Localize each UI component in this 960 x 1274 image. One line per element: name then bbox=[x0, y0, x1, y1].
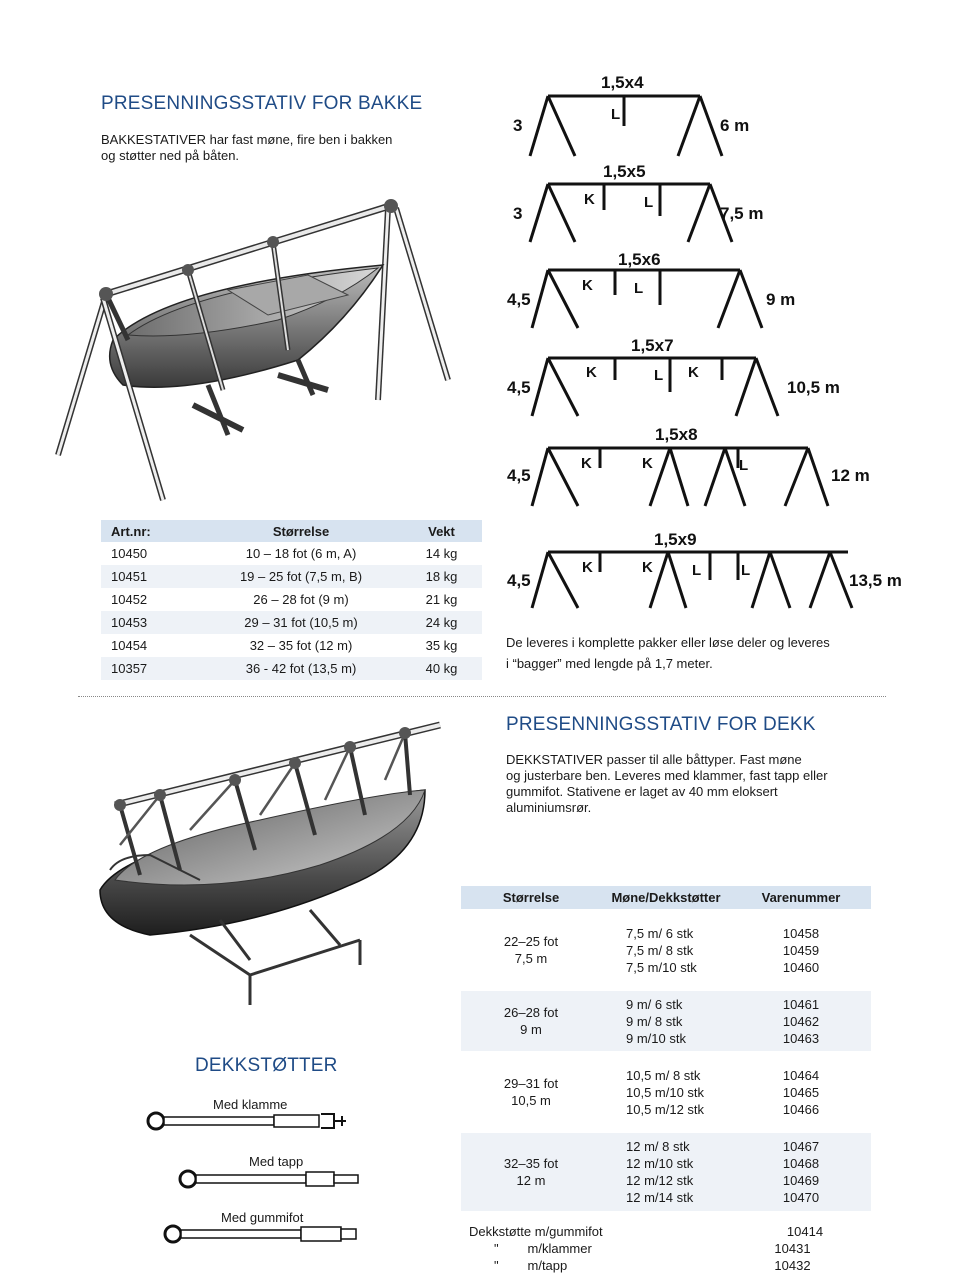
diagram-length-label: 7,5 m bbox=[720, 204, 764, 223]
size-m: 9 m bbox=[520, 1022, 542, 1037]
diagram-top-label: 1,5x9 bbox=[654, 530, 697, 549]
dekkstotter-title: DEKKSTØTTER bbox=[195, 1055, 338, 1076]
dekk-title: PRESENNINGSSTATIV FOR DEKK bbox=[506, 714, 816, 735]
table-header bbox=[461, 886, 871, 909]
cell-art-nr: 10453 bbox=[111, 615, 148, 630]
diagram-1-5x5 bbox=[530, 184, 732, 242]
num: 10460 bbox=[782, 959, 820, 975]
diagram-length-label: 6 m bbox=[720, 116, 750, 135]
mark-k: K bbox=[642, 559, 653, 576]
cell-size: 26 – 28 fot (9 m) bbox=[253, 592, 349, 607]
diagram-top-label: 1,5x7 bbox=[631, 336, 674, 355]
cell-weight: 21 kg bbox=[425, 592, 458, 607]
diagram-height-label: 3 bbox=[513, 204, 523, 223]
diagram-height-label: 3 bbox=[513, 116, 523, 135]
pin-support-icon bbox=[178, 1166, 363, 1194]
mark-k: K bbox=[642, 455, 653, 472]
diagram-height-label: 4,5 bbox=[507, 290, 531, 309]
item: 7,5 m/ 8 stk bbox=[626, 942, 694, 958]
table-row bbox=[101, 588, 482, 611]
table-row bbox=[461, 1062, 871, 1122]
deck-stand-table bbox=[461, 886, 871, 1274]
extra-row bbox=[461, 1223, 871, 1240]
num: 10468 bbox=[782, 1156, 820, 1171]
mark-l: L bbox=[654, 367, 664, 384]
diagram-length-label: 10,5 m bbox=[787, 378, 840, 397]
cell-weight: 24 kg bbox=[425, 615, 458, 630]
size-fot: 29–31 fot bbox=[503, 1076, 559, 1091]
cell-items bbox=[601, 1138, 731, 1206]
size-fot: 32–35 fot bbox=[503, 1156, 559, 1171]
mark-l: L bbox=[692, 562, 702, 579]
num: 10464 bbox=[782, 1067, 820, 1083]
support-label: Med gummifot bbox=[221, 1210, 304, 1225]
extra-label: " m/tapp bbox=[494, 1258, 568, 1273]
cell-size bbox=[461, 1004, 601, 1038]
mark-k: K bbox=[586, 364, 597, 381]
extra-label: " m/klammer bbox=[494, 1241, 592, 1256]
mark-k: K bbox=[582, 277, 593, 294]
size-m: 12 m bbox=[516, 1173, 546, 1188]
frame-diagrams bbox=[500, 70, 920, 615]
diagram-1-5x4 bbox=[530, 96, 722, 156]
cell-weight: 14 kg bbox=[425, 546, 458, 561]
clamp-support-icon bbox=[146, 1108, 356, 1136]
header-storrelse: Størrelse bbox=[502, 890, 560, 905]
support-label: Med klamme bbox=[213, 1097, 288, 1112]
cell-size: 10 – 18 fot (6 m, A) bbox=[245, 546, 357, 561]
diagram-height-label: 4,5 bbox=[507, 571, 531, 590]
num: 10458 bbox=[782, 925, 820, 941]
num: 10463 bbox=[782, 1030, 820, 1046]
num: 10466 bbox=[782, 1101, 820, 1117]
cell-weight: 35 kg bbox=[425, 638, 458, 653]
item: 10,5 m/ 8 stk bbox=[626, 1067, 701, 1083]
dekk-desc-line: og justerbare ben. Leveres med klammer, fast tapp eller bbox=[506, 768, 828, 783]
table-row bbox=[101, 565, 482, 588]
mark-l: L bbox=[741, 562, 751, 579]
size-fot: 22–25 fot bbox=[503, 934, 559, 949]
cell-nums bbox=[731, 925, 871, 976]
delivery-note bbox=[506, 632, 830, 674]
rubber-foot-support-icon bbox=[163, 1221, 363, 1249]
header-varenummer: Varenummer bbox=[761, 890, 841, 905]
cell-art-nr: 10450 bbox=[111, 546, 148, 561]
diagram-length-label: 12 m bbox=[831, 466, 870, 485]
dekk-desc-line: DEKKSTATIVER passer til alle båttyper. Fast møne bbox=[506, 752, 802, 767]
table-row bbox=[101, 657, 482, 680]
delivery-note-line: i “bagger” med lengde på 1,7 meter. bbox=[506, 656, 713, 671]
extra-num: 10431 bbox=[774, 1241, 811, 1256]
cell-size: 36 - 42 fot (13,5 m) bbox=[245, 661, 357, 676]
mark-l: L bbox=[611, 106, 621, 123]
cell-art-nr: 10357 bbox=[111, 661, 148, 676]
mark-k: K bbox=[688, 364, 699, 381]
size-m: 7,5 m bbox=[514, 951, 548, 966]
num: 10467 bbox=[782, 1139, 820, 1154]
cell-nums bbox=[731, 996, 871, 1047]
cell-weight: 18 kg bbox=[425, 569, 458, 584]
mark-k: K bbox=[584, 191, 595, 208]
table-row bbox=[101, 634, 482, 657]
table-header bbox=[101, 520, 482, 542]
delivery-note-line: De leveres i komplette pakker eller løse deler og leveres bbox=[506, 635, 830, 650]
table-row bbox=[461, 991, 871, 1051]
diagram-top-label: 1,5x4 bbox=[601, 73, 644, 92]
item: 12 m/12 stk bbox=[626, 1173, 694, 1188]
mark-l: L bbox=[634, 280, 644, 297]
cell-size: 19 – 25 fot (7,5 m, B) bbox=[239, 569, 363, 584]
item: 7,5 m/10 stk bbox=[626, 959, 697, 975]
cell-items bbox=[601, 1067, 731, 1118]
cell-items bbox=[601, 925, 731, 976]
num: 10470 bbox=[782, 1190, 820, 1205]
cell-size bbox=[461, 1155, 601, 1189]
diagram-top-label: 1,5x6 bbox=[618, 250, 661, 269]
item: 12 m/14 stk bbox=[626, 1190, 694, 1205]
diagram-1-5x6 bbox=[532, 270, 762, 328]
mark-l: L bbox=[644, 194, 654, 211]
cell-size: 29 – 31 fot (10,5 m) bbox=[244, 615, 358, 630]
cell-size: 32 – 35 fot (12 m) bbox=[249, 638, 353, 653]
extra-row bbox=[461, 1240, 871, 1257]
dekk-desc-line: gummifot. Stativene er laget av 40 mm eloksert bbox=[506, 784, 778, 799]
support-label: Med tapp bbox=[249, 1154, 304, 1169]
item: 9 m/10 stk bbox=[626, 1030, 686, 1046]
table-row bbox=[101, 611, 482, 634]
diagram-length-label: 9 m bbox=[766, 290, 796, 309]
ground-stand-table bbox=[101, 520, 482, 680]
dekk-description bbox=[506, 752, 828, 816]
cell-nums bbox=[731, 1138, 871, 1206]
extras bbox=[461, 1223, 871, 1274]
num: 10462 bbox=[782, 1013, 820, 1029]
table-row bbox=[461, 1133, 871, 1211]
diagram-top-label: 1,5x8 bbox=[655, 425, 698, 444]
size-m: 10,5 m bbox=[511, 1093, 551, 1108]
header-storrelse: Størrelse bbox=[272, 523, 330, 539]
table-row bbox=[461, 920, 871, 980]
cell-items bbox=[601, 996, 731, 1047]
size-fot: 26–28 fot bbox=[503, 1005, 559, 1020]
bakke-desc-line: BAKKESTATIVER har fast møne, fire ben i bakken bbox=[101, 132, 393, 147]
dekk-desc-line: aluminiumsrør. bbox=[506, 800, 592, 815]
cell-weight: 40 kg bbox=[425, 661, 458, 676]
header-mone: Møne/Dekkstøtter bbox=[611, 890, 721, 905]
deck-stand-illustration bbox=[80, 705, 460, 1010]
diagram-1-5x9 bbox=[532, 552, 852, 608]
table-row bbox=[101, 542, 482, 565]
ground-stand-illustration bbox=[48, 190, 468, 520]
cell-size bbox=[461, 933, 601, 967]
diagram-height-label: 4,5 bbox=[507, 466, 531, 485]
num: 10461 bbox=[782, 996, 820, 1012]
section-divider bbox=[78, 696, 886, 697]
bakke-desc-line: og støtter ned på båten. bbox=[101, 148, 240, 163]
header-art-nr: Art.nr: bbox=[111, 523, 151, 539]
item: 7,5 m/ 6 stk bbox=[626, 925, 694, 941]
bakke-title: PRESENNINGSSTATIV FOR BAKKE bbox=[101, 93, 423, 114]
item: 9 m/ 6 stk bbox=[626, 996, 683, 1012]
extra-num: 10432 bbox=[774, 1258, 811, 1273]
num: 10465 bbox=[782, 1084, 820, 1100]
mark-k: K bbox=[582, 559, 593, 576]
diagram-top-label: 1,5x5 bbox=[603, 162, 646, 181]
extra-label: Dekkstøtte m/gummifot bbox=[469, 1224, 603, 1239]
diagram-height-label: 4,5 bbox=[507, 378, 531, 397]
extra-num: 10414 bbox=[786, 1224, 824, 1239]
item: 10,5 m/12 stk bbox=[626, 1101, 705, 1117]
cell-art-nr: 10452 bbox=[111, 592, 148, 607]
item: 9 m/ 8 stk bbox=[626, 1013, 683, 1029]
item: 10,5 m/10 stk bbox=[626, 1084, 705, 1100]
num: 10459 bbox=[782, 942, 820, 958]
extra-row bbox=[461, 1257, 871, 1274]
diagram-length-label: 13,5 m bbox=[849, 571, 902, 590]
cell-art-nr: 10454 bbox=[111, 638, 148, 653]
diagram-1-5x8 bbox=[532, 448, 828, 506]
num: 10469 bbox=[782, 1173, 820, 1188]
cell-size bbox=[461, 1075, 601, 1109]
item: 12 m/10 stk bbox=[626, 1156, 694, 1171]
item: 12 m/ 8 stk bbox=[626, 1139, 690, 1154]
bakke-description bbox=[101, 132, 392, 164]
mark-k: K bbox=[581, 455, 592, 472]
cell-art-nr: 10451 bbox=[111, 569, 148, 584]
header-vekt: Vekt bbox=[428, 523, 455, 539]
cell-nums bbox=[731, 1067, 871, 1118]
mark-l: L bbox=[739, 457, 749, 474]
